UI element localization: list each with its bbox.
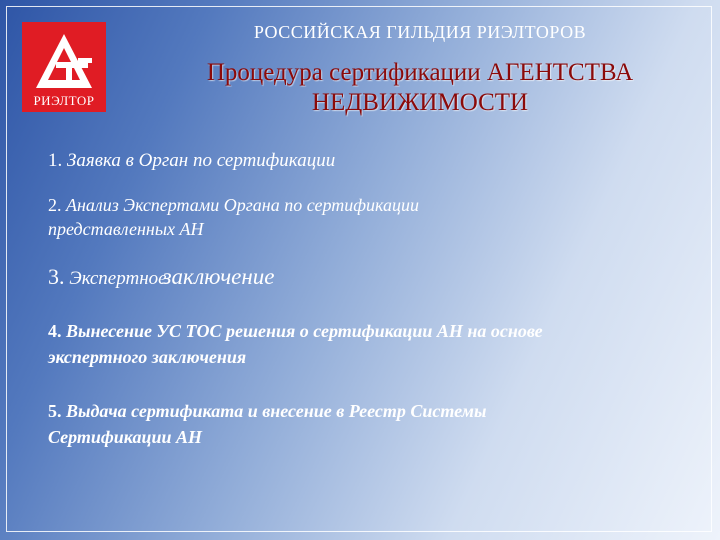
step-number: 1. [48, 150, 63, 171]
step-text-continued: Сертификации АН [48, 427, 203, 447]
logo [22, 22, 106, 112]
step-4 [48, 318, 543, 370]
page-title-line2: НЕДВИЖИМОСТИ [311, 89, 529, 116]
step-5 [48, 398, 487, 450]
page-title [120, 58, 720, 118]
step-text: Экспертное [69, 268, 167, 289]
step-number: 4. [48, 321, 62, 341]
step-3 [48, 264, 275, 290]
step-text: Анализ Экспертами Органа по сертификации [66, 195, 419, 215]
step-number: 3. [48, 264, 65, 289]
step-number: 2. [48, 195, 62, 215]
step-text: Заявка в Орган по сертификации [67, 150, 336, 171]
logo-label: РИЭЛТОР [33, 93, 95, 108]
step-text: Вынесение УС ТОС решения о сертификации АН на основе [66, 321, 543, 341]
step-2 [48, 193, 419, 241]
step-text-continued: представленных АН [48, 219, 204, 239]
organization-title: РОССИЙСКАЯ ГИЛЬДИЯ РИЭЛТОРОВ [253, 22, 587, 42]
step-1 [48, 150, 335, 172]
step-text-large: заключение [162, 264, 275, 289]
step-text-continued: экспертного заключения [48, 347, 247, 367]
step-text: Выдача сертификата и внесение в Реестр Системы [66, 401, 487, 421]
page-title-line1: Процедура сертификации АГЕНТСТВА [206, 59, 634, 86]
step-number: 5. [48, 401, 62, 421]
